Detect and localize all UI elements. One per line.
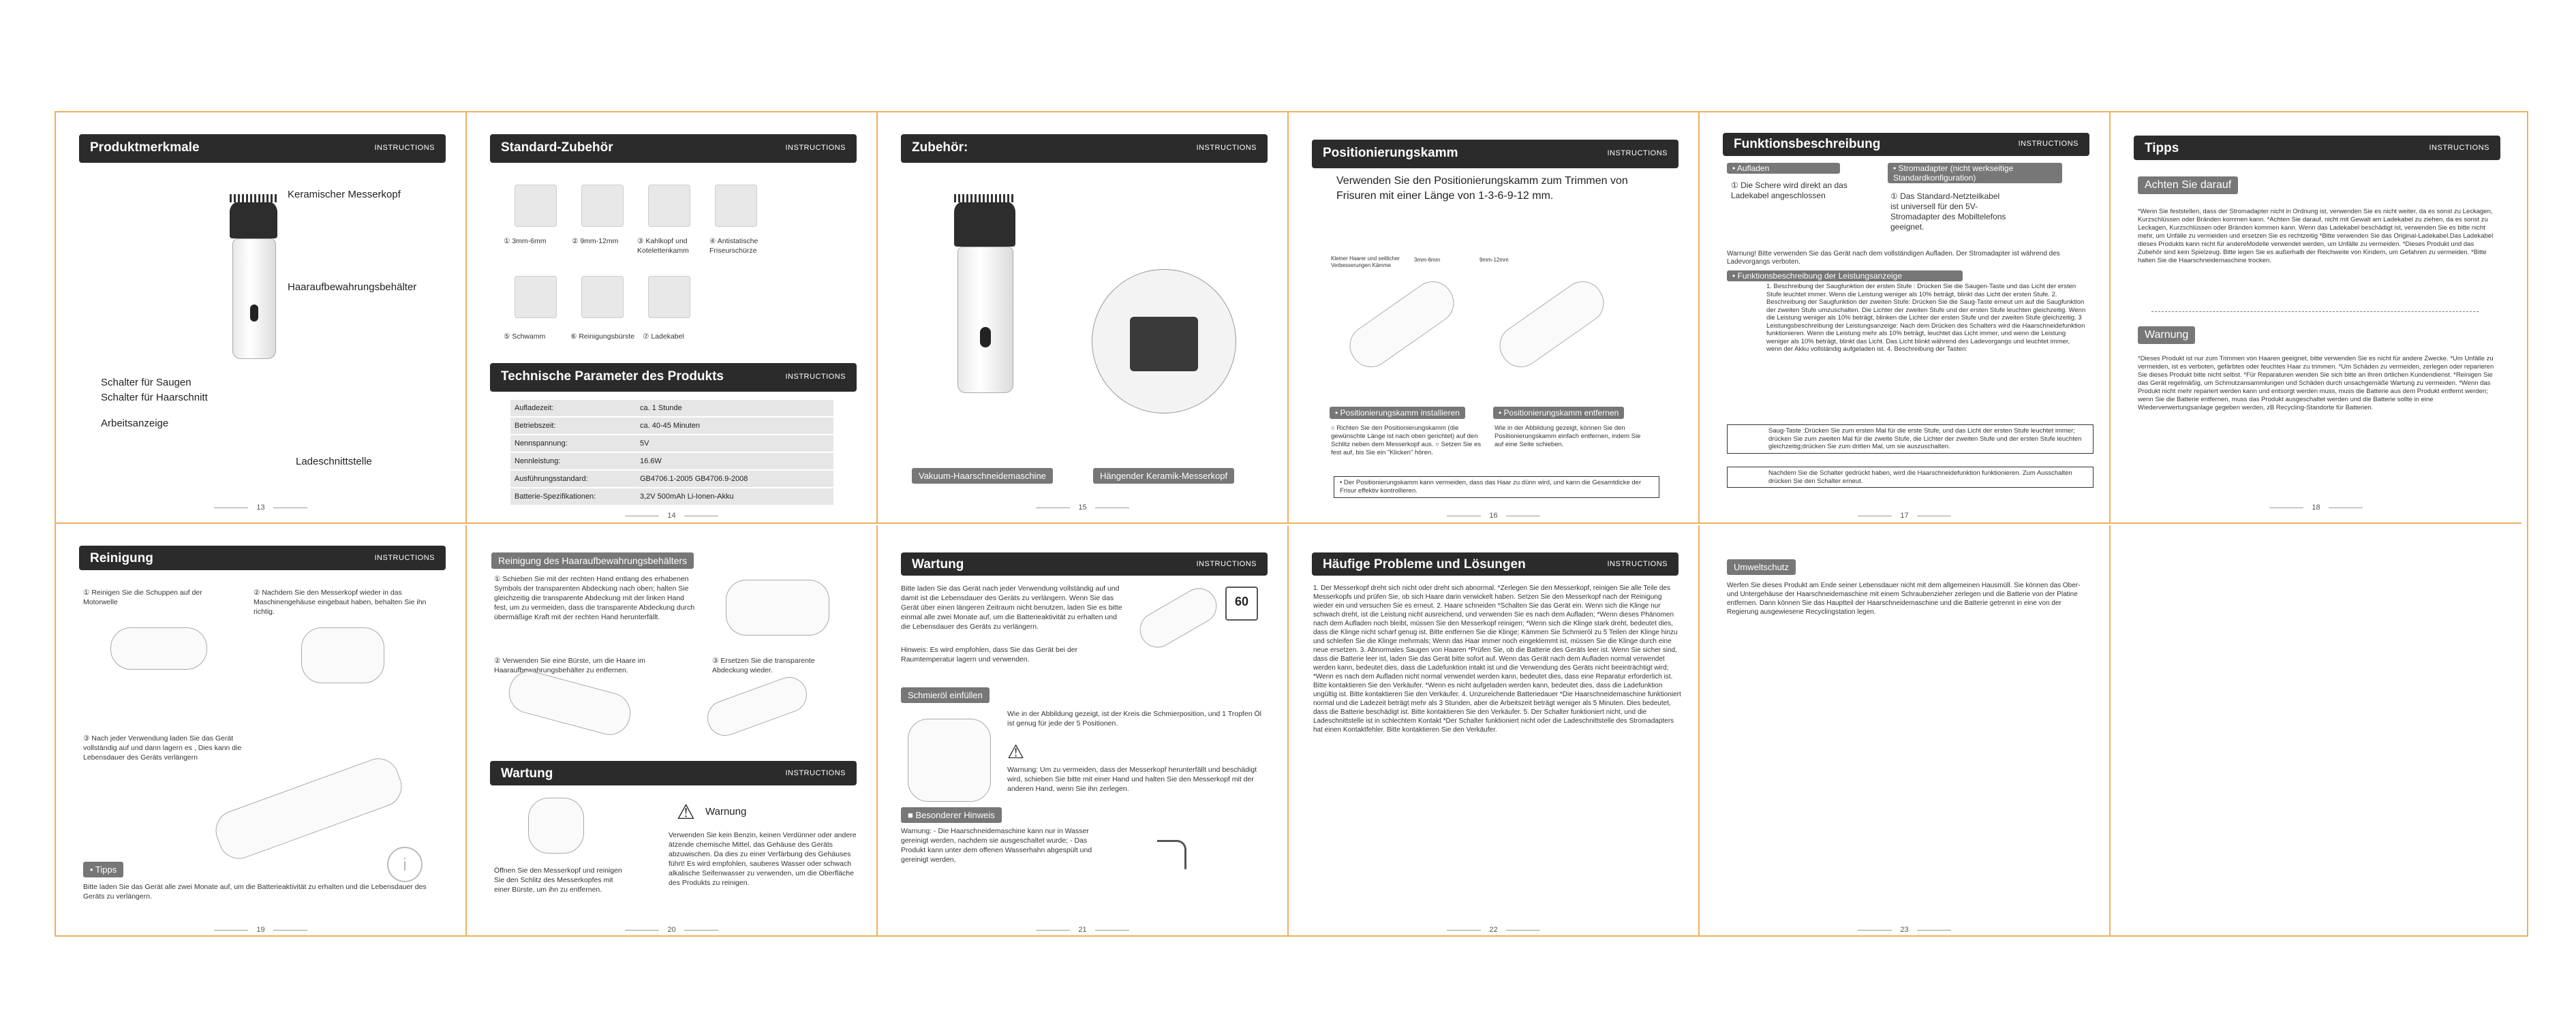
warning-text: *Dieses Produkt ist nur zum Trimmen von Haaren geeignet, bitte verwenden Sie es nicht für andere Zwecke. *Um Unfälle zu vermeiden, ist es verboten, gefärbtes oder feuchtes Haar zu trimmen. *Um Schäden zu vermeiden, zerlegen oder reparieren Sie dieses Produkt bitte nicht selbst. *Für Reparaturen wenden Sie sich bitte an Ihren örtlichen Kundendienst. *Reinigen Sie das Gerät regelmäßig, um Schmutzansammlungen und Schäden durch unsachgemäße Wartung zu vermeiden. *Wenn das Produkt nicht mehr repariert werden kann und entsorgt werden muss, muss die Batterie aus dem Produkt entfernt werden; wenn Sie die Batterie entfernen, muss das Produkt ausgeschaltet werden und die Batterie sollte in eine Wiederverwertungsanlage gegeben werden, zB Recycling-Standorte für Batterien. (2138, 355, 2494, 411)
remove-sketch (1492, 273, 1612, 375)
tech-row: Batterie-Spezifikationen: 3,2V 500mAh Li-Ionen-Akku (510, 488, 833, 505)
bald-comb-image (648, 185, 690, 227)
remove-pill: • Positionierungskamm entfernen (1493, 407, 1624, 419)
section-title: Häufige Probleme und Lösungen (1323, 557, 1526, 572)
section-subtitle: INSTRUCTIONS (1196, 560, 1257, 568)
charge-text: ① Die Schere wird direkt an das Ladekabel angeschlossen (1731, 181, 1847, 200)
suction-key-box: Saug-Taste :Drücken Sie zum ersten Mal für die erste Stufe, und das Licht der ersten Stufe leuchtet immer; drücken Sie zum zweiten Mal für die zweite Stufe, die Lichter der zweiten Stufe und der ersten Stufe leuchten gleichzeitig;drücken Sie zum dritten Mal, um sie auszuschalten. (1727, 424, 2094, 454)
accessory-7: ⑦ Ladekabel (643, 332, 684, 341)
tech-subtitle: INSTRUCTIONS (785, 373, 846, 381)
warning-icon: ⚠ (1007, 741, 1025, 762)
section-title: Standard-Zubehör (501, 140, 613, 155)
page-number: 16 (1289, 512, 1698, 520)
section-subtitle: INSTRUCTIONS (1607, 560, 1668, 568)
label-hair-container: Haaraufbewahrungsbehälter (288, 281, 417, 293)
page-number: 13 (56, 503, 465, 512)
panel-standard-accessories (467, 112, 878, 524)
panel-maintenance (878, 525, 1289, 937)
panel-blank (2111, 525, 2521, 937)
reassemble-sketch (301, 627, 384, 683)
apron-image (715, 185, 757, 227)
label-cut-switch: Schalter für Haarschnitt (101, 392, 208, 403)
brush-container-sketch (504, 667, 635, 740)
install-text: ○ Richten Sie den Positionierungskamm (die gewünschte Länge ist nach oben gerichtet) auf den Schlitz neben dem Messerkopf aus. ○ Setzen Sie es fest auf, bis Sie ein "Klicken" hören. (1331, 424, 1482, 456)
manual-sheet (55, 111, 2528, 937)
oil-text: Wie in der Abbildung gezeigt, ist der Kreis die Schmierposition, und 1 Tropfen Öl ist genug für jede der 5 Positionen. (1007, 710, 1261, 728)
adapter-pill: • Stromadapter (nicht werkseitige Standardkonfiguration) (1888, 163, 2062, 183)
tech-row: Nennspannung: 5V (510, 435, 833, 452)
section-subtitle: INSTRUCTIONS (2429, 144, 2489, 152)
page-number: 14 (467, 512, 876, 520)
label-indicator: Arbeitsanzeige (101, 418, 169, 429)
section-title: Zubehör: (912, 140, 968, 155)
calendar-value: 60 (1234, 595, 1249, 608)
section-subtitle: INSTRUCTIONS (785, 144, 846, 152)
comb-label-2: 3mm-6mm (1414, 257, 1441, 263)
tech-title: Technische Parameter des Produkts (501, 369, 724, 384)
panel-product-features (56, 112, 467, 524)
sponge-image (515, 276, 557, 318)
clipper-illustration (954, 201, 1015, 392)
tech-row: Ausführungsstandard: GB4706.1-2005 GB4706.9-2008 (510, 471, 833, 487)
warning-icon: ⚠ (677, 801, 695, 824)
warning-label: Warnung (705, 806, 747, 817)
accessory-6: ⑥ Reinigungsbürste (570, 332, 635, 341)
container-step-2: ② Verwenden Sie eine Bürste, um die Haare im Haaraufbewahrungsbehälter zu entfernen. (494, 657, 645, 674)
maintenance-text: Bitte laden Sie das Gerät nach jeder Verwendung vollständig auf und damit ist die Lebensdauer des Geräts zu verlängern. Wenn Sie das Gerät über einen längeren Zeitraum nicht benutzen, laden Sie es bitte einmal alle zwei Monate auf, um die Batterieaktivität zu erhalten und die Lebensdauer des Geräts zu verlängern. (901, 584, 1122, 631)
maintenance-subtitle: INSTRUCTIONS (785, 769, 846, 777)
hands-sketch (726, 580, 829, 636)
panel-function-description (1700, 112, 2111, 524)
section-header (79, 546, 446, 570)
label-suction-switch: Schalter für Saugen (101, 377, 191, 388)
section-header (901, 134, 1268, 163)
blade-detail (1130, 317, 1198, 371)
page-number: 22 (1289, 926, 1698, 934)
cleaning-step-3: ③ Nach jeder Verwendung laden Sie das Gerät vollständig auf und dann lagern es , Dies kann die Lebensdauer des Geräts verlängern (83, 734, 242, 762)
storage-hint: Hinweis: Es wird empfohlen, dass Sie das Gerät bei der Raumtemperatur lagern und verwenden. (901, 646, 1078, 664)
label-charging-port: Ladeschnittstelle (296, 456, 372, 467)
panel-tips (2111, 112, 2521, 524)
charging-sketch (210, 753, 408, 864)
charge-pill: • Aufladen (1727, 163, 1840, 174)
container-pill: Reinigung des Haaraufbewahrungsbehälters (491, 552, 694, 569)
tech-row: Aufladezeit: ca. 1 Stunde (510, 400, 833, 416)
comb-label-1: Kleiner Haarer und seitlicher Verbesserungen Kämme (1331, 255, 1400, 268)
clipper-pill: Vakuum-Haarschneidemaschine (912, 468, 1053, 484)
maintenance-title: Wartung (501, 766, 553, 781)
comb-label-3: 9mm-12mm (1479, 257, 1509, 263)
maintenance-text-1: Öffnen Sie den Messerkopf und reinigen Sie den Schlitz des Messerkopfes mit einer Bürste, um ihn zu entfernen. (494, 867, 622, 894)
cleaning-step-1: ① Reinigen Sie die Schuppen auf der Motorwelle (83, 589, 202, 606)
section-header (490, 134, 857, 163)
cable-image (648, 276, 690, 318)
oil-sketch (908, 719, 991, 802)
indicator-text: 1. Beschreibung der Saugfunktion der ersten Stufe : Drücken Sie die Saugen-Taste und das Licht der ersten Stufe leuchtet immer. Wenn die Leistung weniger als 10% beträgt, blinkt das Licht der ersten Stufe. 2. Beschreibung der Saugfunktion der zweiten Stufe: Drücken Sie die Saug-Taste erneut um auf die Saugfunktion der zweiten Stufe umzuschalten. Die Lichter der zweiten Stufe und der ersten Stufe leuchten gleichzeitig. Wenn die Leistung weniger als 10% beträgt, blinken die Lichter der ersten Stufe und der zweiten Stufe gleichzeitig. 3 Leistungsbeschreibung der Leistungsanzeige: Nach dem Drücken des Schalters wird die Haarschneidefunktion funktionieren. Wenn die Leistung mehr als 10% beträgt, leuchtet das Licht immer, und wenn die Leistung weniger als 10% beträgt, blinkt das Licht. Das Licht blinkt während des Ladevorgangs und leuchtet immer, wenn der Akku vollständig aufgeladen ist. 4. Beschreibung der Tasten: (1766, 283, 2086, 353)
page-number: 15 (878, 503, 1287, 512)
panel-cleaning (56, 525, 467, 937)
page-number: 18 (2111, 503, 2521, 512)
accessory-1: ① 3mm-6mm (504, 237, 547, 245)
switch-key-box: Nachdem Sie die Schalter gedrückt haben, wird die Haarschneidefunktion funktionieren. Zum Ausschalten drücken Sie den Schalter erneut. (1727, 467, 2094, 488)
tech-row: Nennleistung: 16.6W (510, 453, 833, 469)
comb-3-6-image (515, 185, 557, 227)
faq-text: 1. Der Messerkopf dreht sich nicht oder dreht sich abnormal. *Zerlegen Sie den Messerkopf, reinigen Sie alle Teile des Messerkopfs und prüfen Sie, ob sich Haare darin verwickelt haben. Setzen Sie den Messerkopf nach der Reinigung wieder ein und versuchen Sie es erneut. 2. Haare schneiden *Schalten Sie das Gerät ein. Wenn sich die Klinge nur schwach dreht, ist die Leistung nicht ausreichend, und verwenden Sie es nach dem Aufladen; *Wenn dieses Phänomen nach dem Aufladen noch bleibt, müssen Sie den Messerkopf reinigen; *Wenn sich die Klinge stark dreht, bedeutet dies, dass die Klinge nicht scharf genug ist. Bitte entfernen Sie die Klinge; Kämmen Sie Schmieröl zu 5 Teilen der Klinge hinzu und schleifen Sie die Klinge mehrmals; Wenn das Haar immer noch eingeklemmt ist, müssen Sie die Klinge durch eine neue ersetzen. 3. Abnormales Saugen von Haaren *Prüfen Sie, ob die Batterie des Geräts leer ist. Wenn Sie sicher sind, dass die Batterie leer ist, laden Sie das Gerät bitte sofort auf. Wenn das Gerät nach dem Aufladen normal verwendet werden kann, bedeutet dies, dass die Ladefunktion intakt ist und die Verwendung des Geräts nicht beeinträchtigt wird; *Wenn es nach dem Aufladen nicht normal verwendet werden kann, bedeutet dies, dass eine Reparatur erforderlich ist. Bitte kontaktieren Sie den Verkäufer. *Wenn es nicht aufgeladen werden kann, bedeutet dies, dass die Ladefunktion ungültig ist. Bitte kontaktieren Sie den Verkäufer. 4. Unzureichende Batteriedauer *Die Haarschneidemaschine funktioniert normal und die Ladezeit beträgt mehr als 3 Stunden, aber die Arbeitszeit beträgt weniger als 5 Minuten. Dies bedeutet, dass die Batterie beschädigt ist. Bitte kontaktieren Sie den Verkäufer. 5. Der Schalter funktioniert nicht, und die Ladeschnittstelle ist in schlechtem Kontakt *Der Schalter funktioniert nicht oder die Ladeschnittstelle des Stromadapters hat einen Kontaktfehler. Bitte kontaktieren Sie den Verkäufer. (1313, 584, 1681, 734)
section-subtitle: INSTRUCTIONS (374, 554, 435, 562)
brush-sketch (110, 627, 207, 670)
accessory-2: ② 9mm-12mm (572, 237, 619, 245)
section-title: Tipps (2145, 141, 2179, 155)
blade-open-sketch (528, 798, 584, 854)
install-pill: • Positionierungskamm installieren (1330, 407, 1465, 419)
page-number: 17 (1700, 512, 2109, 520)
faucet-icon (1157, 840, 1186, 869)
page-number: 23 (1700, 926, 2109, 934)
section-header (2134, 136, 2500, 160)
attention-pill: Achten Sie darauf (2138, 176, 2238, 194)
panel-positioning-comb (1289, 112, 1700, 524)
section-header (79, 134, 446, 163)
section-header (1312, 140, 1678, 168)
section-subtitle: INSTRUCTIONS (1196, 144, 1257, 152)
calendar-icon (1225, 587, 1258, 621)
remove-text: Wie in der Abbildung gezeigt, können Sie den Positionierungskamm einfach entfernen, indem Sie auf eine Seite schieben. (1494, 424, 1641, 448)
comb-9-12-image (581, 185, 624, 227)
page-number: 20 (467, 926, 876, 934)
maintenance-text-2: Verwenden Sie kein Benzin, keinen Verdünner oder andere ätzende chemische Mittel, das Gehäuse des Geräts abzuwischen. Da dies zu einer Verfärbung des Gehäuses führt! Es wird empfohlen, sauberes Wasser oder schwach alkalische Seifenwasser zu verwenden, um die Oberfläche des Produkts zu reinigen. (669, 831, 857, 887)
intro-text: Verwenden Sie den Positionierungskamm zum Trimmen von Frisuren mit einer Länge von 1-3-6-9-12 mm. (1336, 175, 1628, 202)
section-title: Produktmerkmale (90, 140, 200, 155)
clipper-sketch (1133, 582, 1223, 654)
blade-pill: Hängender Keramik-Messerkopf (1093, 468, 1234, 484)
panel-accessories (878, 112, 1289, 524)
section-title: Wartung (912, 557, 964, 572)
page-number: 19 (56, 926, 465, 934)
section-title: Funktionsbeschreibung (1734, 137, 1881, 151)
adapter-text: ① Das Standard-Netzteilkabel ist universell für den 5V-Stromadapter des Mobiltelefons geeignet. (1890, 191, 2006, 232)
special-note-pill: ■ Besonderer Hinweis (901, 807, 1002, 823)
oil-pill: Schmieröl einfüllen (901, 687, 990, 703)
accessory-4: ④ Antistatische Friseurschürze (709, 237, 758, 255)
special-note-text: Warnung: - Die Haarschneidemaschine kann nur in Wasser gereinigt werden, nachdem sie ausgeschaltet wurde; - Das Produkt kann unter dem offenen Wasserhahn abgespült und gereinigt werden, (901, 827, 1092, 864)
maintenance-header (490, 761, 857, 785)
cover-sketch (703, 672, 812, 741)
section-subtitle: INSTRUCTIONS (374, 144, 435, 152)
section-title: Positionierungskamm (1323, 146, 1458, 160)
brush-image (581, 276, 624, 318)
label-ceramic-blade: Keramischer Messerkopf (288, 189, 401, 200)
cleaning-step-2: ② Nachdem Sie den Messerkopf wieder in das Maschinengehäuse eingebaut haben, behalten Sie ihn richtig. (254, 589, 427, 616)
environment-text: Werfen Sie dieses Produkt am Ende seiner Lebensdauer nicht mit dem allgemeinen Hausmüll. Sie können das Ober- und Untergehäuse der Haarschneidemaschine mit einem Schraubenzieher zerlegen und die Batterie von der Platine entfernen. Dann können Sie das Hauptteil der Haarschneidemaschine und die Batterie getrennt in eine von der Regierung ausgewiesene Recyclingstation legen. (1727, 582, 2081, 616)
info-icon: i (387, 847, 423, 882)
section-title: Reinigung (90, 551, 153, 565)
page-number: 21 (878, 926, 1287, 934)
tech-row: Betriebszeit: ca. 40-45 Minuten (510, 418, 833, 434)
oil-warning: Warnung: Um zu vermeiden, dass der Messerkopf herunterfällt und beschädigt wird, schieben Sie bitte mit einer Hand und halten Sie den Messerkopf mit der anderen Hand, wenn Sie ihn zerlegen. (1007, 766, 1257, 793)
comb-note: • Der Positionierungskamm kann vermeiden, dass das Haar zu dünn wird, und kann die Gesamtdicke der Frisur effektiv kontrollieren. (1334, 476, 1659, 498)
clipper-illustration (230, 201, 277, 358)
container-step-1: ① Schieben Sie mit der rechten Hand entlang des erhabenen Symbols der transparenten Abdeckung nach oben; halten Sie gleichzeitig die transparente Abdeckung mit der linken Hand fest, um zu vermeiden, dass die transparente Abdeckung durch übermäßige Kraft mit der rechten Hand herunterfällt. (494, 575, 695, 621)
panel-faq (1289, 525, 1700, 937)
accessory-3: ③ Kahlkopf und Kotelettenkamm (637, 237, 689, 255)
panel-environment (1700, 525, 2111, 937)
install-sketch (1342, 273, 1462, 375)
container-step-3: ③ Ersetzen Sie die transparente Abdeckung wieder. (712, 657, 815, 674)
section-subtitle: INSTRUCTIONS (2018, 140, 2079, 148)
section-subtitle: INSTRUCTIONS (1607, 149, 1668, 157)
tips-text: Bitte laden Sie das Gerät alle zwei Monate auf, um die Batterieaktivität zu erhalten und die Lebensdauer des Geräts zu verlängern. (83, 883, 427, 901)
divider (2151, 311, 2479, 312)
section-header (1723, 133, 2089, 156)
panel-container-cleaning (467, 525, 878, 937)
section-header (901, 552, 1268, 576)
environment-pill: Umweltschutz (1727, 559, 1796, 575)
tech-header (490, 363, 857, 392)
indicator-pill: • Funktionsbeschreibung der Leistungsanzeige (1727, 270, 1963, 281)
warning-pill: Warnung (2138, 326, 2195, 344)
section-header (1312, 552, 1678, 576)
tips-pill: • Tipps (83, 862, 123, 877)
accessory-5: ⑤ Schwamm (504, 332, 546, 341)
attention-text: *Wenn Sie feststellen, dass der Stromadapter nicht in Ordnung ist, verwenden Sie es nicht weiter, da es sonst zu Leckagen, Kurzschlüssen oder Bränden kommen kann. *Achten Sie darauf, nicht mit Gewalt am Ladekabel zu ziehen, da es sonst zu Leckagen, Kurzschlüssen oder Bränden kommen kann. Wenn das Ladekabel beschädigt ist, verwenden Sie es bitte nicht mehr, um Unfälle zu vermeiden und ersetzen Sie es rechtzeitig *Bitte verwenden Sie das Original-Ladekabel.Das Ladekabel dieses Produkts kann nicht für andereModelle verwendet werden, um Unfälle zu vermeiden. *Dieses Produkt und das Zubehör sind kein Spielzeug. Bitte legen Sie es außerhalb der Reichweite von Kindern, um Gefahren zu vermeiden. *Bitte halten Sie die Haarschneidemaschine trocken. (2138, 208, 2494, 264)
charge-warning: Warnung! Bitte verwenden Sie das Gerät nach dem vollständigen Aufladen. Der Stromadapter ist während des Ladevorgangs verboten. (1727, 250, 2060, 266)
